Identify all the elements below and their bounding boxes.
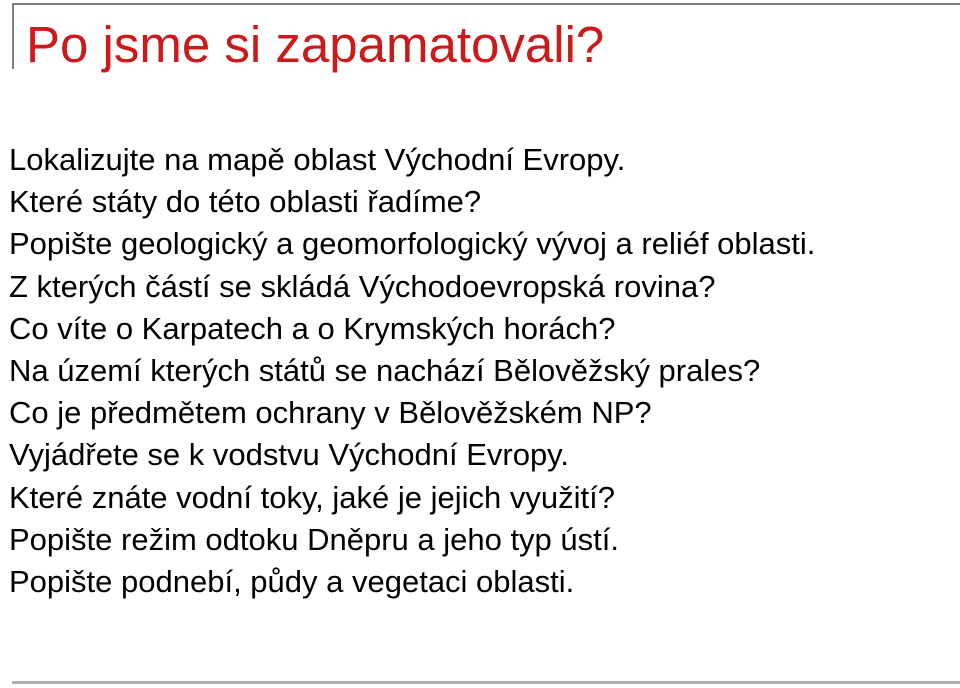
question-item: Co je předmětem ochrany v Bělověžském NP? [9,395,652,431]
question-item: Které znáte vodní toky, jaké je jejich využití? [9,479,615,515]
question-item: Vyjádřete se k vodstvu Východní Evropy. [9,437,569,473]
slide-frame-top-border [12,3,960,5]
question-item: Popište režim odtoku Dněpru a jeho typ ústí. [9,521,619,557]
question-item: Popište podnebí, půdy a vegetaci oblasti. [9,564,575,600]
question-item: Co víte o Karpatech a o Krymských horách? [9,310,616,346]
slide-frame-bottom-border [12,681,960,684]
question-list [9,139,815,603]
slide-title: Po jsme si zapamatovali? [26,16,605,73]
slide-frame-left-border [12,3,14,69]
question-item: Které státy do této oblasti řadíme? [9,184,482,220]
question-item: Lokalizujte na mapě oblast Východní Evropy. [9,142,626,177]
question-item: Na území kterých států se nachází Bělověžský prales? [9,353,761,389]
question-item: Popište geologický a geomorfologický vývoj a reliéf oblasti. [9,226,816,262]
question-item: Z kterých částí se skládá Východoevropská rovina? [9,268,716,304]
